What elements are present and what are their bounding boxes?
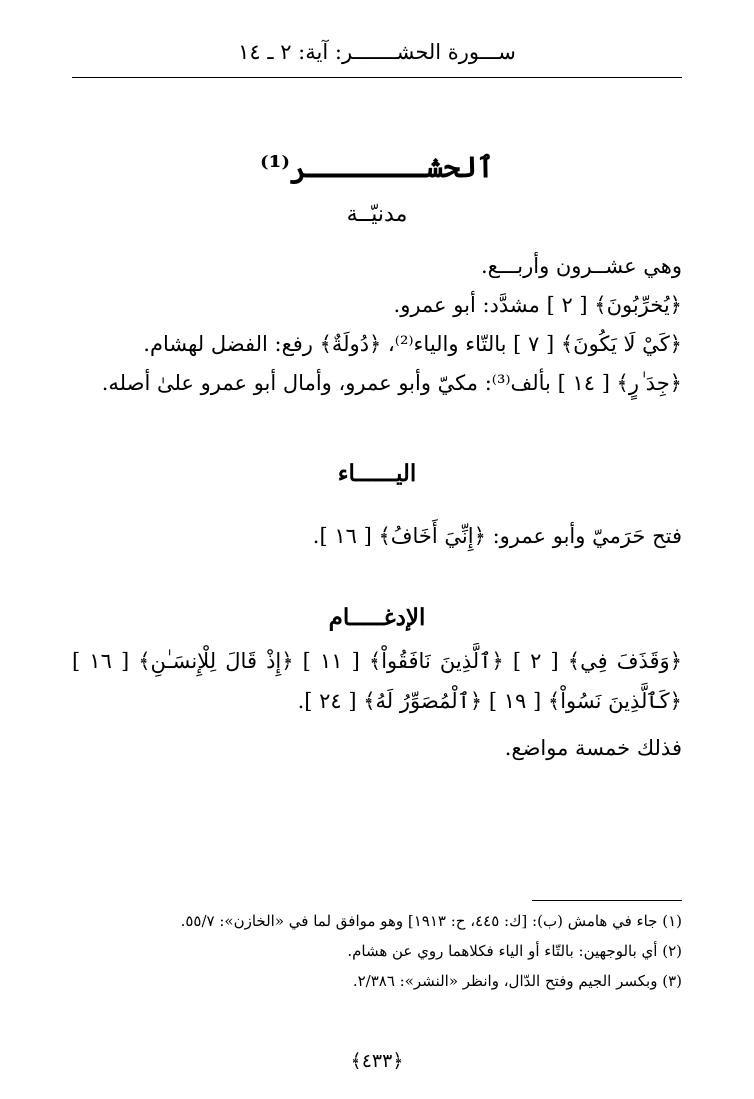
footnote: (٣) وبكسر الجيم وفتح الدّال، وانظر «النشر»: ٢/٣٨٦. xyxy=(352,972,682,990)
idgham-line: ﴿وَقَذَفَ فِي﴾ [ ٢ ] ﴿ٱلَّذِينَ نَافَقُواْ﴾ [ ١١ ] ﴿إِذْ قَالَ لِلْإِنسَـٰنِ﴾ [ ١٦ ] xyxy=(72,649,682,673)
section-title-ya: اليــــــاء xyxy=(337,460,417,487)
section-title-idgham: الإدغـــــام xyxy=(328,604,426,631)
intro-line: ﴿جِدَ ٰرٍ﴾ [ ١٤ ] بألف⁽³⁾: مكيّ وأبو عمرو، وأمال أبو عمرو علىٰ أصله. xyxy=(101,371,682,395)
page-number: ﴿٤٣٣﴾ xyxy=(350,1050,404,1072)
running-header: ســـورة الحشـــــــر: آية: ٢ ـ ١٤ xyxy=(238,40,516,64)
footnote: (٢) أي بالوجهين: بالتّاء أو الياء فكلاهما روي عن هشام. xyxy=(347,942,682,960)
idgham-line: ﴿كَٱلَّذِينَ نَسُواْ﴾ [ ١٩ ] ﴿ٱلْمُصَوِّرُ لَهُ﴾ [ ٢٤ ]. xyxy=(297,689,682,713)
surah-title: ٱلحشـــــــر⁽¹⁾ xyxy=(260,150,494,184)
idgham-line: فذلك خمسة مواضع. xyxy=(504,736,682,760)
intro-line: ﴿كَيْ لَا يَكُونَ﴾ [ ٧ ] بالتّاء والياء⁽²⁾، ﴿دُولَةٌ﴾ رفع: الفضل لهشام. xyxy=(143,332,682,356)
footnote-rule xyxy=(532,900,682,901)
header-rule xyxy=(72,77,682,78)
footnote: (١) جاء في هامش (ب): [ك: ٤٤٥، ح: ١٩١٣] وهو موافق لما في «الخازن»: ٥٥/٧. xyxy=(180,912,682,930)
ya-line: فتح حَرَميّ وأبو عمرو: ﴿إِنِّيَ أَخَافُ﴾ [ ١٦ ]. xyxy=(312,524,682,548)
surah-subtitle: مدنيّــة xyxy=(346,202,408,227)
intro-line: ﴿يُخرِّبُونَ﴾ [ ٢ ] مشدَّد: أبو عمرو. xyxy=(393,293,682,317)
intro-line: وهي عشــرون وأربـــع. xyxy=(480,254,682,278)
